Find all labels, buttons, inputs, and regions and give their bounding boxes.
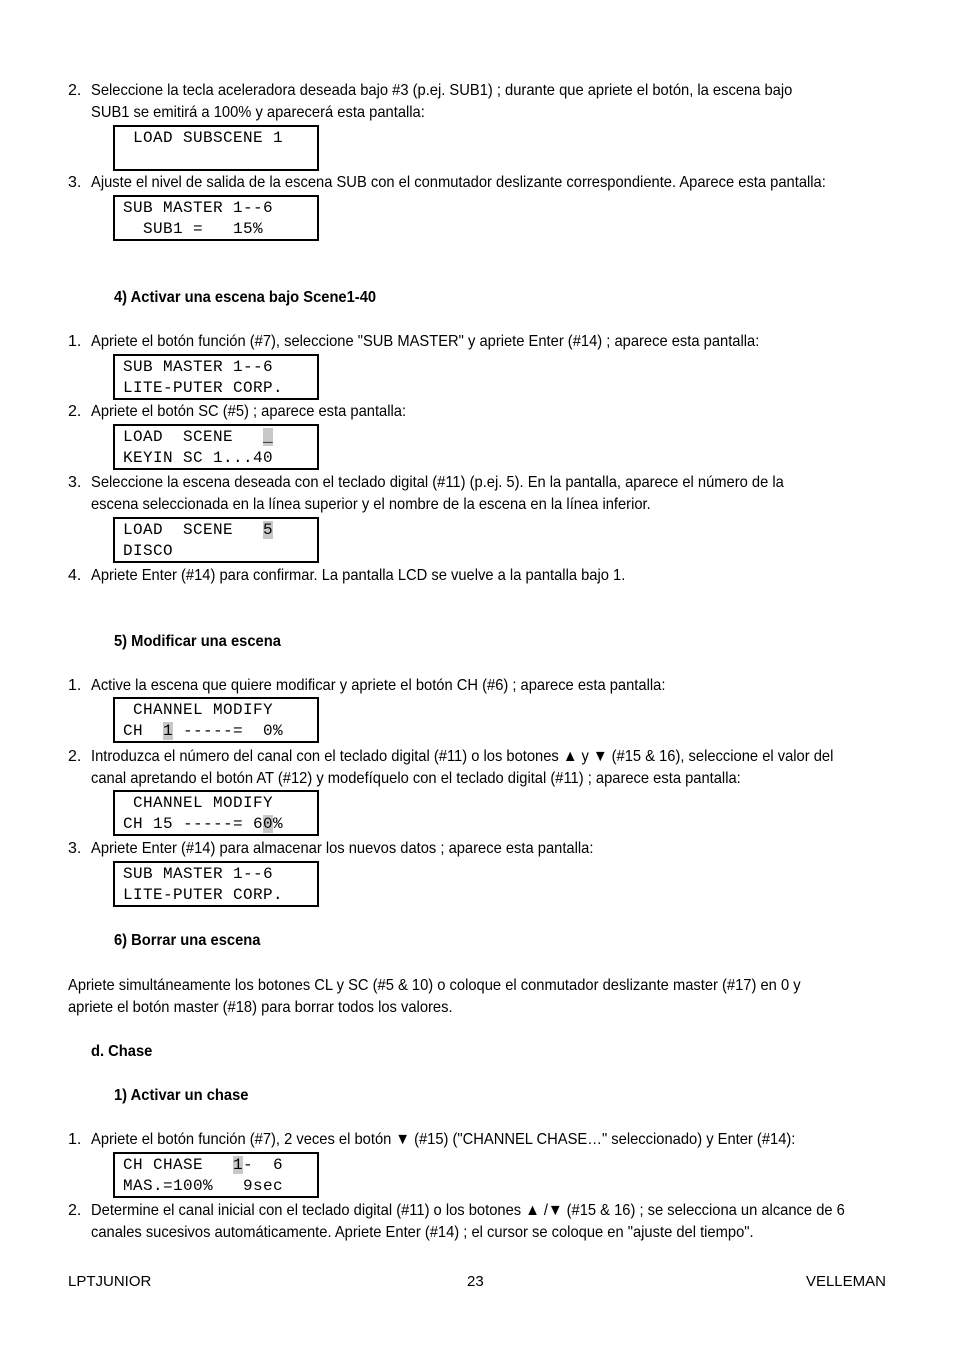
paragraph-line: Apriete Enter (#14) para almacenar los nuevos datos ; aparece esta pantalla: bbox=[91, 840, 594, 857]
lcd-display bbox=[113, 517, 319, 563]
paragraph-line: SUB1 se emitirá a 100% y aparecerá esta pantalla: bbox=[91, 104, 425, 121]
step-number: 3. bbox=[68, 840, 82, 857]
step-number: 3. bbox=[68, 474, 82, 491]
lcd-cursor: 5 bbox=[263, 521, 274, 539]
section-heading: 1) Activar un chase bbox=[114, 1087, 249, 1104]
lcd-text: CH bbox=[123, 722, 164, 740]
lcd-line-1: CHANNEL MODIFY bbox=[123, 701, 274, 719]
lcd-line-2: MAS.=100% 9sec bbox=[123, 1177, 284, 1195]
step-number: 2. bbox=[68, 403, 82, 420]
step-number: 4. bbox=[68, 567, 82, 584]
paragraph-line: Determine el canal inicial con el teclado digital (#11) o los botones ▲ /▼ (#15 & 16) ; se selecciona un alcance de 6 bbox=[91, 1202, 845, 1219]
paragraph-line: Active la escena que quiere modificar y apriete el botón CH (#6) ; aparece esta pantalla: bbox=[91, 677, 666, 694]
paragraph-line: Apriete el botón SC (#5) ; aparece esta pantalla: bbox=[91, 403, 407, 420]
paragraph-line: canales sucesivos automáticamente. Apriete Enter (#14) ; el cursor se coloque en "ajuste del tiempo". bbox=[91, 1224, 754, 1241]
lcd-line-2 bbox=[123, 721, 283, 741]
lcd-line-1: CHANNEL MODIFY bbox=[123, 794, 274, 812]
lcd-line-2: KEYIN SC 1...40 bbox=[123, 449, 274, 467]
lcd-cursor: 1 bbox=[233, 1156, 244, 1174]
paragraph-line: Seleccione la tecla aceleradora deseada bajo #3 (p.ej. SUB1) ; durante que apriete el botón, la escena bajo bbox=[91, 82, 793, 99]
lcd-line-2: LITE-PUTER CORP. bbox=[123, 379, 284, 397]
paragraph-line: Introduzca el número del canal con el teclado digital (#11) o los botones ▲ y ▼ (#15 & 16), seleccione el valor del bbox=[91, 748, 834, 765]
paragraph-line: apriete el botón master (#18) para borrar todos los valores. bbox=[68, 999, 453, 1016]
step-number: 2. bbox=[68, 82, 82, 99]
section-heading: 4) Activar una escena bajo Scene1-40 bbox=[114, 289, 377, 306]
lcd-display bbox=[113, 697, 319, 743]
lcd-display bbox=[113, 1152, 319, 1198]
lcd-display bbox=[113, 861, 319, 907]
lcd-display bbox=[113, 195, 319, 241]
lcd-cursor: 1 bbox=[163, 722, 174, 740]
step-number: 1. bbox=[68, 333, 82, 350]
paragraph-line: Apriete Enter (#14) para confirmar. La pantalla LCD se vuelve a la pantalla bajo 1. bbox=[91, 567, 626, 584]
step-number: 2. bbox=[68, 1202, 82, 1219]
lcd-text: -----= 0% bbox=[173, 722, 284, 740]
paragraph-line: canal apretando el botón AT (#12) y modefíquelo con el teclado digital (#11) ; aparece esta pantalla: bbox=[91, 770, 741, 787]
lcd-display bbox=[113, 424, 319, 470]
step-number: 1. bbox=[68, 677, 82, 694]
section-heading: 5) Modificar una escena bbox=[114, 633, 281, 650]
lcd-display bbox=[113, 125, 319, 171]
paragraph-line: Apriete el botón función (#7), 2 veces el botón ▼ (#15) ("CHANNEL CHASE…" seleccionado) y Enter (#14): bbox=[91, 1131, 796, 1148]
lcd-line-2: DISCO bbox=[123, 542, 174, 560]
lcd-line-1 bbox=[123, 427, 273, 447]
lcd-line-1: SUB MASTER 1--6 bbox=[123, 865, 274, 883]
lcd-line-1 bbox=[123, 1155, 283, 1175]
paragraph-line: escena seleccionada en la línea superior y el nombre de la escena en la línea inferior. bbox=[91, 496, 651, 513]
lcd-text: CH CHASE bbox=[123, 1156, 234, 1174]
lcd-line-1: LOAD SUBSCENE 1 bbox=[123, 129, 284, 147]
paragraph-line: Seleccione la escena deseada con el teclado digital (#11) (p.ej. 5). En la pantalla, aparece el número de la bbox=[91, 474, 784, 491]
lcd-text: - 6 bbox=[243, 1156, 284, 1174]
lcd-display bbox=[113, 790, 319, 836]
lcd-line-2 bbox=[123, 814, 283, 834]
lcd-text: % bbox=[273, 815, 284, 833]
step-number: 1. bbox=[68, 1131, 82, 1148]
paragraph-line: Apriete simultáneamente los botones CL y SC (#5 & 10) o coloque el conmutador deslizante master (#17) en 0 y bbox=[68, 977, 801, 994]
lcd-line-1 bbox=[123, 520, 273, 540]
step-number: 2. bbox=[68, 748, 82, 765]
lcd-line-1: SUB MASTER 1--6 bbox=[123, 358, 274, 376]
footer-right: VELLEMAN bbox=[805, 1273, 886, 1290]
footer-left: LPTJUNIOR bbox=[68, 1273, 152, 1290]
lcd-text: LOAD SCENE bbox=[123, 521, 264, 539]
lcd-cursor: _ bbox=[263, 428, 274, 446]
lcd-line-2: SUB1 = 15% bbox=[123, 220, 264, 238]
lcd-line-2: LITE-PUTER CORP. bbox=[123, 886, 284, 904]
lcd-line-1: SUB MASTER 1--6 bbox=[123, 199, 274, 217]
paragraph-line: Apriete el botón función (#7), seleccione "SUB MASTER" y apriete Enter (#14) ; aparece esta pantalla: bbox=[91, 333, 760, 350]
chapter-heading: d. Chase bbox=[91, 1043, 153, 1060]
page-number: 23 bbox=[467, 1273, 484, 1290]
lcd-text: LOAD SCENE bbox=[123, 428, 264, 446]
section-heading: 6) Borrar una escena bbox=[114, 932, 261, 949]
lcd-display bbox=[113, 354, 319, 400]
lcd-cursor: 0 bbox=[263, 815, 274, 833]
step-number: 3. bbox=[68, 174, 82, 191]
lcd-text: CH 15 -----= 6 bbox=[123, 815, 264, 833]
paragraph-line: Ajuste el nivel de salida de la escena SUB con el conmutador deslizante correspondiente. Aparece esta pantalla: bbox=[91, 174, 826, 191]
